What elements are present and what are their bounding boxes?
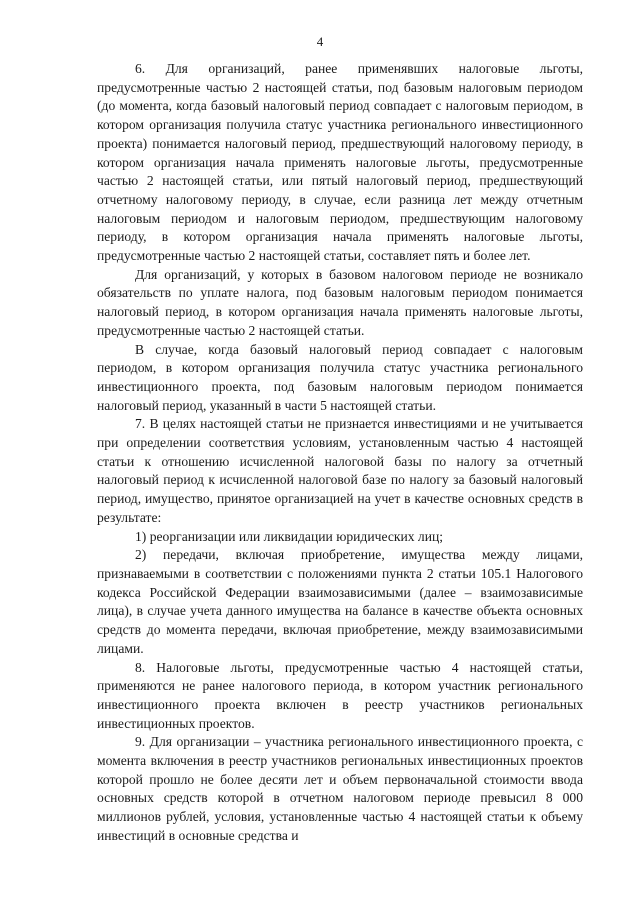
document-body [97, 60, 583, 846]
paragraph-6-no-obligations: Для организаций, у которых в базовом налоговом периоде не возникало обязательств по уплате налога, под базовым налоговым периодом понимается налоговый период, в котором организация начала применять налоговые льготы, предусмотренные частью 2 настоящей статьи. [97, 266, 583, 338]
paragraph-9: 9. Для организации – участника регионального инвестиционного проекта, с момента включения в реестр участников региональных инвестиционных проектов которой прошло не более десяти лет и объем первоначальной стоимости ввода основных средств которой в отчетном налоговом периоде превысил 8 000 миллионов рублей, условия, установленные частью 4 настоящей статьи к объему инвестиций в основные средства и [97, 734, 583, 843]
paragraph-8: 8. Налоговые льготы, предусмотренные частью 4 настоящей статьи, применяются не ранее налогового периода, в котором участник регионального инвестиционного проекта включен в реестр участников региональных инвестиционных проектов. [97, 659, 583, 731]
list-item-2: 2) передачи, включая приобретение, имущества между лицами, признаваемыми в соответствии с положениями пункта 2 статьи 105.1 Налогового кодекса Российской Федерации взаимозависимыми (далее – взаимозависимые лица), в случае учета данного имущества на балансе в качестве объекта основных средств до момента передачи, включая приобретение, между взаимозависимыми лицами. [97, 547, 583, 656]
paragraph-6: 6. Для организаций, ранее применявших налоговые льготы, предусмотренные частью 2 настоящей статьи, под базовым налоговым периодом (до момента, когда базовый налоговый период совпадает с налоговым периодом, в котором организация получила статус участника регионального инвестиционного проекта) понимается налоговый период, предшествующий налоговому периоду, в котором организация начала применять налоговые льготы, предусмотренные частью 2 настоящей статьи, или пятый налоговый период, предшествующий отчетному налоговому периоду, в случае, если разница лет между отчетным налоговым периодом и налоговым периодом, предшествующим налоговому периоду, в котором организация начала применять налоговые льготы, предусмотренные частью 2 настоящей статьи, составляет пять и более лет. [97, 61, 583, 264]
paragraph-6-base-period-coincides: В случае, когда базовый налоговый период совпадает с налоговым периодом, в котором организация получила статус участника регионального инвестиционного проекта, под базовым налоговым периодом понимается налоговый период, указанный в части 5 настоящей статьи. [97, 341, 583, 413]
page-number: 4 [316, 34, 324, 49]
list-item-1: 1) реорганизации или ликвидации юридических лиц; [135, 528, 444, 544]
paragraph-7: 7. В целях настоящей статьи не признается инвестициями и не учитывается при определении соответствия условиям, установленным частью 4 настоящей статьи к отношению исчисленной налоговой базы по налогу за отчетный налоговый период к исчисленной налоговой базе по налогу за базовый налоговый период, имущество, принятое организацией на учет в качестве основных средств в результате: [97, 416, 583, 525]
